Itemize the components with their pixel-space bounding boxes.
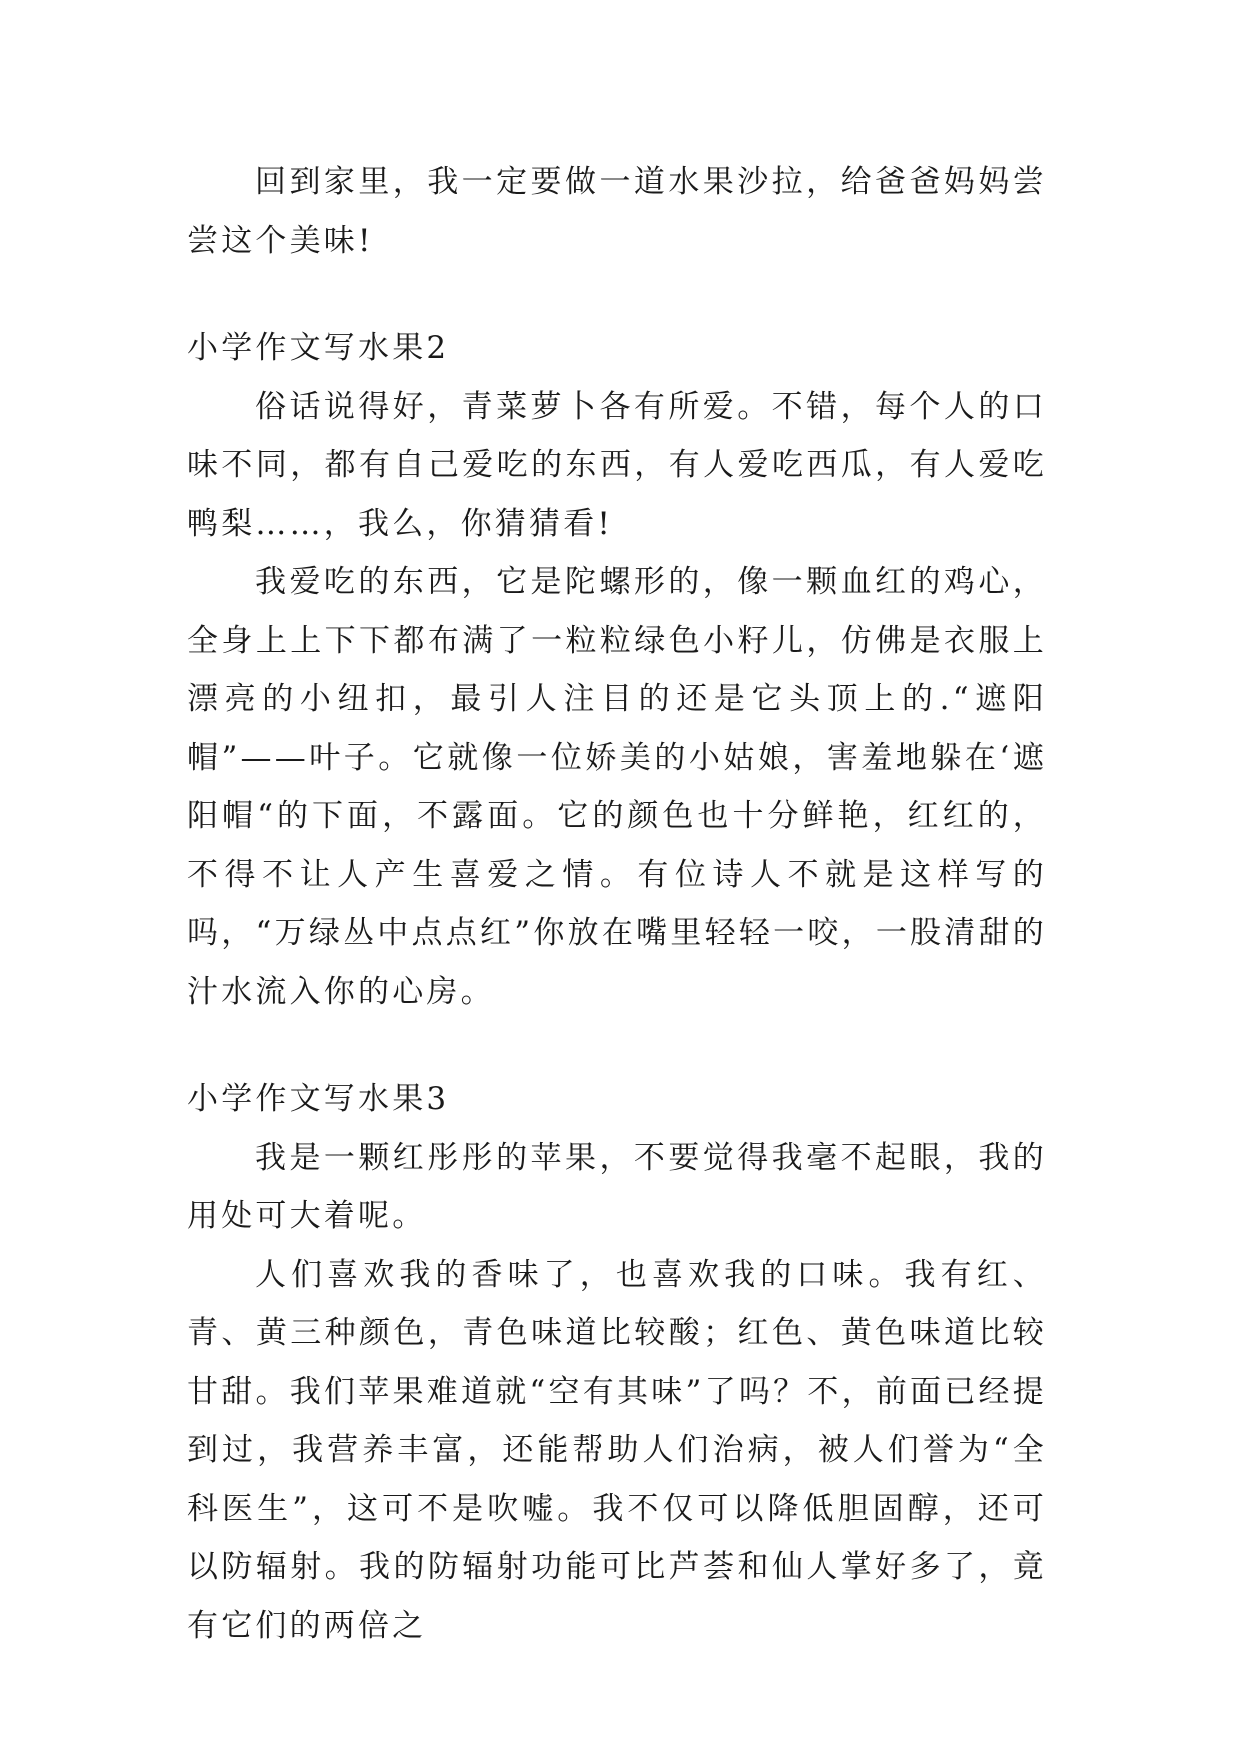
- section-3-title: 小学作文写水果3: [187, 1081, 450, 1117]
- section-3-paragraph-1: 我是一颗红彤彤的苹果，不要觉得我毫不起眼，我的用处可大着呢。: [187, 1139, 1047, 1234]
- intro-paragraph: 回到家里，我一定要做一道水果沙拉，给爸爸妈妈尝尝这个美味!: [187, 164, 1047, 259]
- section-2-paragraph-1: 俗话说得好，青菜萝卜各有所爱。不错，每个人的口味不同，都有自己爱吃的东西，有人爱吃西瓜，有人爱吃鸭梨……，我么，你猜猜看!: [187, 388, 1047, 542]
- section-2-paragraph-2: 我爱吃的东西，它是陀螺形的，像一颗血红的鸡心，全身上上下下都布满了一粒粒绿色小籽儿，仿佛是衣服上漂亮的小纽扣，最引人注目的还是它头顶上的.“遮阳帽”——叶子。它就像一位娇美的小姑娘，害羞地躲在‘遮阳帽“的下面，不露面。它的颜色也十分鲜艳，红红的，不得不让人产生喜爱之情。有位诗人不就是这样写的吗，“万绿丛中点点红”你放在嘴里轻轻一咬，一股清甜的汁水流入你的心房。: [187, 564, 1047, 1010]
- section-2-title: 小学作文写水果2: [187, 330, 450, 366]
- section-3-paragraph-2: 人们喜欢我的香味了，也喜欢我的口味。我有红、青、黄三种颜色，青色味道比较酸；红色、黄色味道比较甘甜。我们苹果难道就“空有其味”了吗？不，前面已经提到过，我营养丰富，还能帮助人们治病，被人们誉为“全科医生”，这可不是吹嘘。我不仅可以降低胆固醇，还可以防辐射。我的防辐射功能可比芦荟和仙人掌好多了，竟有它们的两倍之: [187, 1256, 1047, 1644]
- document-body: [187, 153, 1047, 1655]
